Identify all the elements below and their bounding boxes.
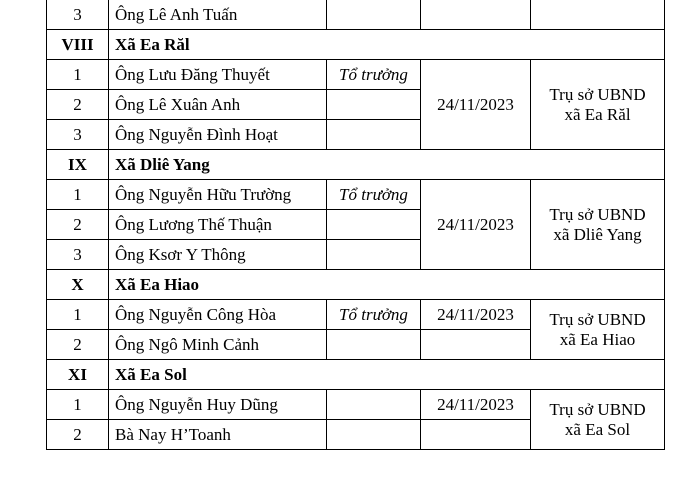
member-role (327, 90, 421, 120)
member-role (327, 330, 421, 360)
member-role (327, 390, 421, 420)
table-row (47, 180, 665, 210)
place-line: Trụ sở UBND (549, 309, 646, 329)
table-row (47, 60, 665, 90)
member-name: Ông Lưu Đăng Thuyết (109, 60, 327, 90)
member-name: Bà Nay H’Toanh (109, 420, 327, 450)
table-row (47, 0, 665, 30)
place-line: Trụ sở UBND (549, 204, 646, 224)
row-index: 2 (47, 330, 109, 360)
assignment-table (46, 0, 665, 450)
member-name: Ông Nguyễn Đình Hoạt (109, 120, 327, 150)
member-name: Ông Lương Thế Thuận (109, 210, 327, 240)
document-page (46, 0, 665, 450)
member-role (327, 240, 421, 270)
section-number: XI (47, 360, 109, 390)
member-name: Ông Nguyễn Huy Dũng (109, 390, 327, 420)
row-index: 2 (47, 90, 109, 120)
place-line: xã Ea Sol (564, 419, 631, 439)
member-name: Ông Nguyễn Công Hòa (109, 300, 327, 330)
meeting-date: 24/11/2023 (421, 300, 531, 330)
place-line: xã Ea Răl (564, 104, 631, 124)
member-name: Ông Lê Anh Tuấn (109, 0, 327, 30)
member-name: Ông Lê Xuân Anh (109, 90, 327, 120)
member-role (327, 420, 421, 450)
section-title: Xã Ea Hiao (109, 270, 665, 300)
member-name: Ông Ksơr Y Thông (109, 240, 327, 270)
place-line: xã Ea Hiao (559, 329, 636, 349)
date-cell (421, 0, 531, 30)
section-title: Xã Ea Sol (109, 360, 665, 390)
meeting-date: 24/11/2023 (421, 180, 531, 270)
row-index: 2 (47, 210, 109, 240)
section-header (47, 150, 665, 180)
role-cell (327, 0, 421, 30)
place-cell (531, 0, 665, 30)
table-row (47, 390, 665, 420)
section-header (47, 270, 665, 300)
row-index: 1 (47, 300, 109, 330)
row-index: 3 (47, 0, 109, 30)
section-number: X (47, 270, 109, 300)
member-role: Tổ trưởng (327, 60, 421, 90)
meeting-date: 24/11/2023 (421, 390, 531, 420)
meeting-place (531, 300, 665, 360)
member-role: Tổ trưởng (327, 300, 421, 330)
row-index: 1 (47, 60, 109, 90)
section-title: Xã Ea Răl (109, 30, 665, 60)
member-role (327, 210, 421, 240)
meeting-place (531, 180, 665, 270)
member-role: Tổ trưởng (327, 180, 421, 210)
member-name: Ông Ngô Minh Cảnh (109, 330, 327, 360)
section-header (47, 30, 665, 60)
member-role (327, 120, 421, 150)
meeting-date: 24/11/2023 (421, 60, 531, 150)
row-index: 1 (47, 390, 109, 420)
row-index: 3 (47, 120, 109, 150)
table-row (47, 300, 665, 330)
section-header (47, 360, 665, 390)
date-cell (421, 330, 531, 360)
section-number: VIII (47, 30, 109, 60)
section-title: Xã Dliê Yang (109, 150, 665, 180)
section-number: IX (47, 150, 109, 180)
date-cell (421, 420, 531, 450)
row-index: 3 (47, 240, 109, 270)
row-index: 1 (47, 180, 109, 210)
member-name: Ông Nguyễn Hữu Trường (109, 180, 327, 210)
place-line: xã Dliê Yang (553, 224, 642, 244)
place-line: Trụ sở UBND (549, 84, 646, 104)
place-line: Trụ sở UBND (549, 399, 646, 419)
meeting-place (531, 390, 665, 450)
row-index: 2 (47, 420, 109, 450)
meeting-place (531, 60, 665, 150)
